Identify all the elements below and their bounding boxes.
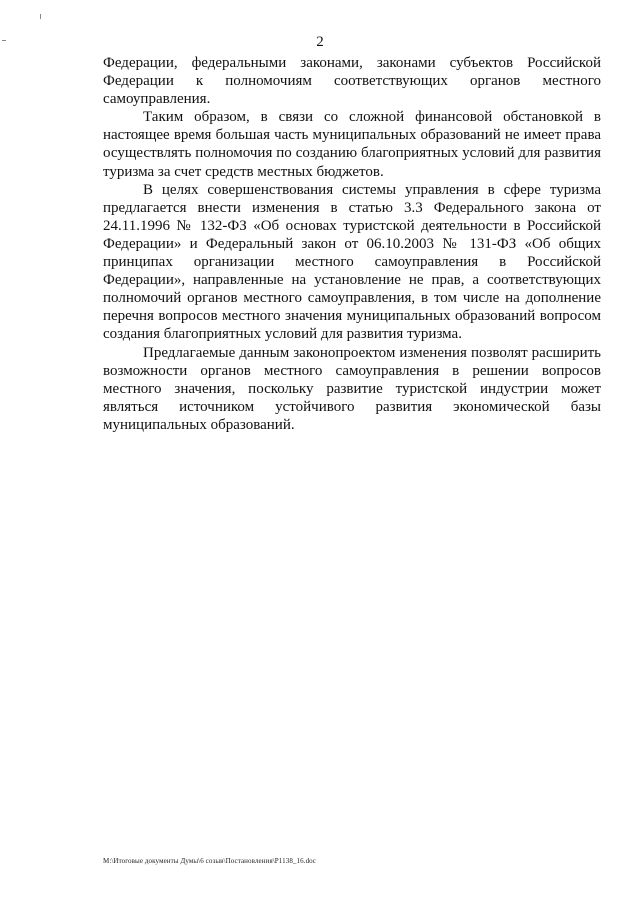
footer-file-path: M:\Итоговые документы Думы\6 созыв\Постановления\P1138_16.doc — [103, 857, 316, 865]
page-number: 2 — [316, 34, 324, 50]
paragraph: Таким образом, в связи со сложной финансовой обстановкой в настоящее время большая часть муниципальных образований не имеет права осуществлять полномочия по созданию благоприятных условий для развития туризма за счет средств местных бюджетов. — [103, 109, 601, 180]
paragraph: В целях совершенствования системы управления в сфере туризма предлагается внести изменения в статью 3.3 Федерального закона от 24.11.1996 № 132-ФЗ «Об основах туристской деятельности в Российской Федерации» и Федеральный закон от 06.10.2003 № 131-ФЗ «Об общих принципах организации местного самоуправления в Российской Федерации», направленные на установление не прав, а соответствующих полномочий органов местного самоуправления, в том числе на дополнение перечня вопросов местного значения муниципальных образований вопросом создания благоприятных условий для развития туризма. — [103, 181, 601, 343]
scan-margin-mark — [40, 14, 41, 19]
paragraph: Предлагаемые данным законопроектом изменения позволят расширить возможности органов местного самоуправления в решении вопросов местного значения, поскольку развитие туристской индустрии может являться источником устойчивого развития экономической базы муниципальных образований. — [103, 344, 601, 433]
paragraph-continuation: Федерации, федеральными законами, законами субъектов Российской Федерации к полномочиям соответствующих органов местного самоуправления. — [103, 55, 601, 108]
document-body — [103, 54, 601, 434]
